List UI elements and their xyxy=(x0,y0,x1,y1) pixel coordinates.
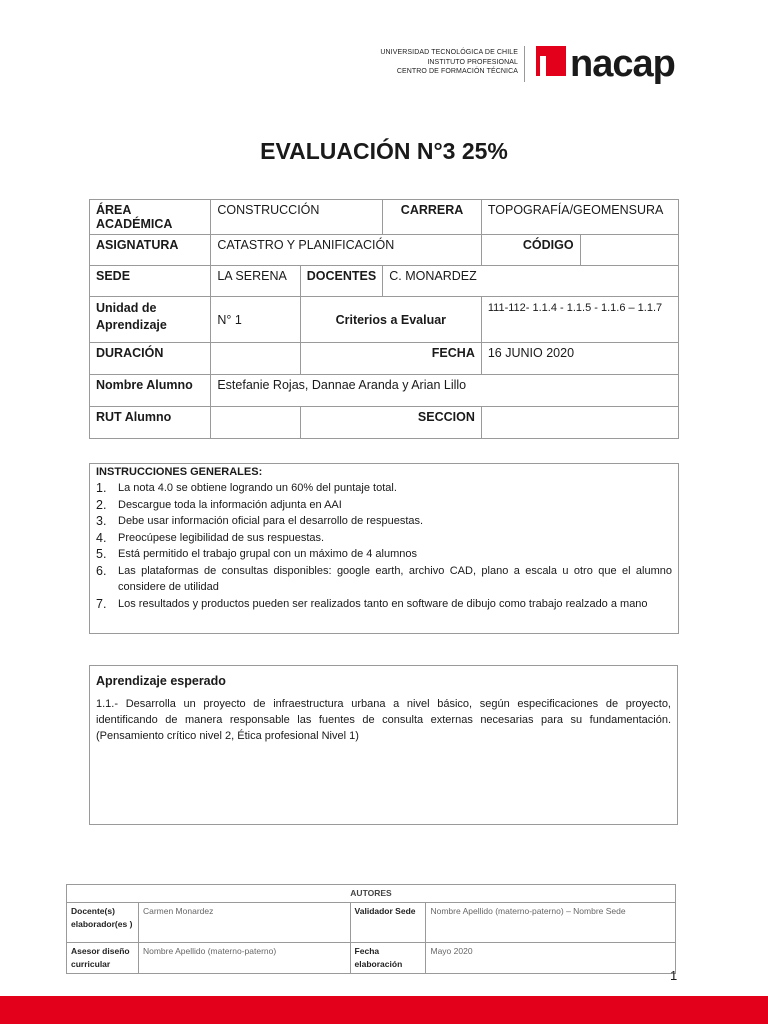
validador-label: Validador Sede xyxy=(350,903,426,943)
item-text: La nota 4.0 se obtiene logrando un 60% del puntaje total. xyxy=(118,482,397,494)
asesor-value: Nombre Apellido (materno-paterno) xyxy=(138,943,350,974)
codigo-label: CÓDIGO xyxy=(481,235,580,266)
fecha-label: FECHA xyxy=(300,343,481,375)
page-number: 1 xyxy=(670,968,678,983)
rut-value xyxy=(211,407,300,439)
docente-label: Docente(s) elaborador(es ) xyxy=(67,903,139,943)
logo-wordmark: nacap xyxy=(570,43,675,85)
brand-header xyxy=(370,44,690,90)
sede-label: SEDE xyxy=(90,266,211,297)
instructions-box xyxy=(89,463,679,634)
brand-separator xyxy=(524,46,525,82)
list-item xyxy=(96,480,672,497)
instructions-title: INSTRUCCIONES GENERALES: xyxy=(96,466,263,478)
institution-line-1: UNIVERSIDAD TECNOLÓGICA DE CHILE xyxy=(380,49,518,56)
list-item xyxy=(96,546,672,563)
asesor-label: Asesor diseño curricular xyxy=(67,943,139,974)
unidad-label: Unidad de Aprendizaje xyxy=(90,297,211,343)
criterios-label: Criterios a Evaluar xyxy=(300,297,481,343)
item-text: Descargue toda la información adjunta en AAI xyxy=(118,498,342,511)
item-number: 5. xyxy=(96,547,107,561)
fecha-elaboracion-label: Fecha elaboración xyxy=(350,943,426,974)
footer-bar xyxy=(0,996,768,1024)
asignatura-value: CATASTRO Y PLANIFICACIÓN xyxy=(211,235,482,266)
area-label: ÁREA ACADÉMICA xyxy=(90,200,211,235)
list-item xyxy=(96,563,672,596)
carrera-label: CARRERA xyxy=(383,200,482,235)
item-number: 6. xyxy=(96,563,107,578)
criterios-value: 111-112- 1.1.4 - 1.1.5 - 1.1.6 – 1.1.7 xyxy=(481,297,678,343)
instructions-list xyxy=(96,480,672,612)
sede-value: LA SERENA xyxy=(211,266,300,297)
inacap-logo-icon xyxy=(536,46,566,76)
expected-learning-title: Aprendizaje esperado xyxy=(96,674,226,688)
carrera-value: TOPOGRAFÍA/GEOMENSURA xyxy=(481,200,678,235)
evaluation-info-table xyxy=(89,199,679,439)
item-number: 3. xyxy=(96,514,107,528)
item-number: 2. xyxy=(96,497,107,512)
list-item xyxy=(96,497,672,514)
fecha-value: 16 JUNIO 2020 xyxy=(481,343,678,375)
item-text: Preocúpese legibilidad de sus respuestas. xyxy=(118,531,325,544)
area-value: CONSTRUCCIÓN xyxy=(211,200,383,235)
unidad-value: N° 1 xyxy=(211,297,300,343)
docentes-label: DOCENTES xyxy=(300,266,382,297)
list-item xyxy=(96,513,672,530)
docentes-value: C. MONARDEZ xyxy=(383,266,679,297)
asignatura-label: ASIGNATURA xyxy=(90,235,211,266)
alumno-value: Estefanie Rojas, Dannae Aranda y Arian Lillo xyxy=(211,375,679,407)
seccion-label: SECCION xyxy=(300,407,481,439)
codigo-value xyxy=(580,235,678,266)
item-number: 1. xyxy=(96,481,107,495)
seccion-value xyxy=(481,407,678,439)
item-number: 7. xyxy=(96,596,107,611)
authors-table xyxy=(66,884,676,974)
fecha-elaboracion-value: Mayo 2020 xyxy=(426,943,676,974)
list-item xyxy=(96,596,672,613)
item-text: Debe usar información oficial para el desarrollo de respuestas. xyxy=(118,515,424,527)
duracion-label: DURACIÓN xyxy=(90,343,211,375)
validador-value: Nombre Apellido (materno-paterno) – Nombre Sede xyxy=(426,903,676,943)
item-number: 4. xyxy=(96,530,107,545)
list-item xyxy=(96,530,672,547)
authors-header: AUTORES xyxy=(67,885,676,903)
duracion-value xyxy=(211,343,300,375)
institution-line-3: CENTRO DE FORMACIÓN TÉCNICA xyxy=(396,68,518,75)
rut-label: RUT Alumno xyxy=(90,407,211,439)
alumno-label: Nombre Alumno xyxy=(90,375,211,407)
page-title: EVALUACIÓN N°3 25% xyxy=(260,138,508,164)
expected-learning-box xyxy=(89,665,678,825)
institution-lines xyxy=(370,48,518,77)
item-text: Está permitido el trabajo grupal con un máximo de 4 alumnos xyxy=(118,548,417,560)
item-text: Las plataformas de consultas disponibles: google earth, archivo CAD, plano a escala u otro que el alumno considere de utilidad xyxy=(118,564,672,593)
item-text: Los resultados y productos pueden ser realizados tanto en software de dibujo como trabajo realzado a mano xyxy=(118,597,648,610)
docente-value: Carmen Monardez xyxy=(138,903,350,943)
institution-line-2: INSTITUTO PROFESIONAL xyxy=(427,58,518,66)
expected-learning-text: 1.1.- Desarrolla un proyecto de infraestructura urbana a nivel básico, según especificaciones de proyecto, identificando de manera responsable las fuentes de consulta externas necesarias para su fundamentación. (Pensamiento crítico nivel 2, Ética profesional Nivel 1) xyxy=(96,698,671,742)
